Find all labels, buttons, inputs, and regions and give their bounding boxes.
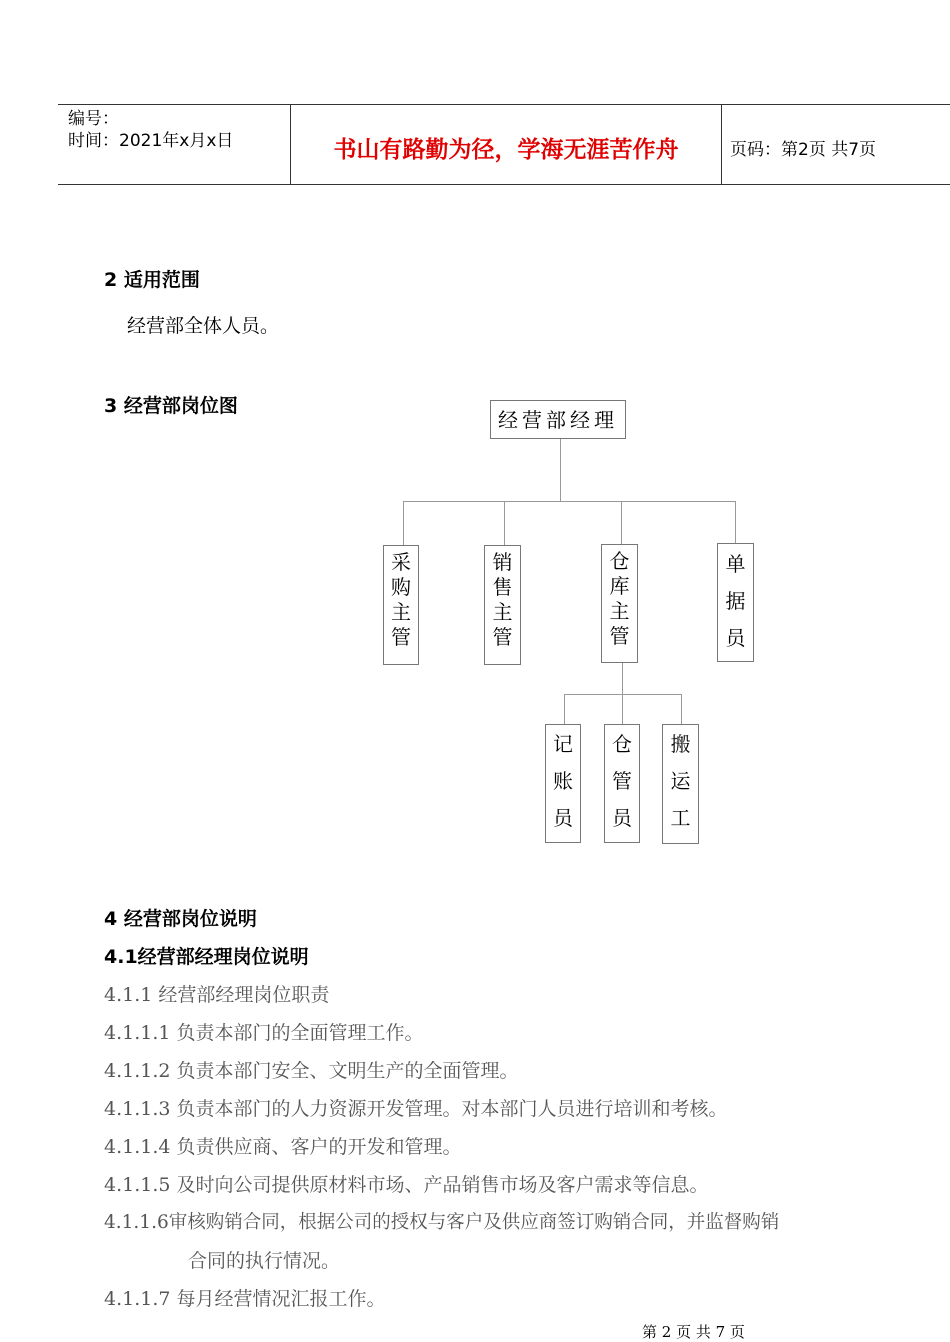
number-label: 编号： <box>68 109 119 129</box>
org-node-purchasing: 采 购 主 管 <box>383 545 419 665</box>
org-node-root: 经营部经理 <box>490 400 626 439</box>
org-node-warehouse: 仓 库 主 管 <box>601 544 638 663</box>
org-node-storekeeper: 仓 管 员 <box>604 724 640 843</box>
org-node-bookkeeper: 记 账 员 <box>545 724 581 843</box>
header-page-label: 页码：第2页 共7页 <box>730 140 877 160</box>
clause-item-continuation: 合同的执行情况。 <box>188 1250 341 1272</box>
clause-heading: 4.1.1 经营部经理岗位职责 <box>104 984 330 1006</box>
connector-line <box>504 501 505 545</box>
connector-line <box>560 439 561 501</box>
section-title: 3 经营部岗位图 <box>104 395 238 417</box>
document-header <box>58 104 950 185</box>
section-title: 4 经营部岗位说明 <box>104 908 257 930</box>
clause-item: 4.1.1.2 负责本部门安全、文明生产的全面管理。 <box>104 1060 519 1082</box>
clause-item: 4.1.1.1 负责本部门的全面管理工作。 <box>104 1022 424 1044</box>
clause-item: 4.1.1.7 每月经营情况汇报工作。 <box>104 1288 386 1310</box>
org-node-sales: 销 售 主 管 <box>484 545 521 665</box>
connector-line <box>681 694 682 724</box>
time-label: 时间：2021年x月x日 <box>68 131 234 151</box>
connector-line <box>403 501 404 545</box>
connector-line <box>564 694 565 724</box>
section-title: 2 适用范围 <box>104 269 200 291</box>
connector-line <box>403 501 735 502</box>
clause-item: 4.1.1.5 及时向公司提供原材料市场、产品销售市场及客户需求等信息。 <box>104 1174 709 1196</box>
clause-item: 4.1.1.4 负责供应商、客户的开发和管理。 <box>104 1136 462 1158</box>
connector-line <box>735 501 736 543</box>
section-body: 经营部全体人员。 <box>127 315 280 337</box>
connector-line <box>621 501 622 544</box>
subsection-title: 4.1经营部经理岗位说明 <box>104 946 309 968</box>
clause-item: 4.1.1.6审核购销合同，根据公司的授权与客户及供应商签订购销合同，并监督购销 <box>104 1212 780 1233</box>
connector-line <box>622 663 623 694</box>
connector-line <box>622 694 623 724</box>
org-node-porter: 搬 运 工 <box>662 724 699 844</box>
header-divider <box>721 105 722 184</box>
header-meta <box>68 108 233 152</box>
clause-item: 4.1.1.3 负责本部门的人力资源开发管理。对本部门人员进行培训和考核。 <box>104 1098 728 1120</box>
org-node-documents: 单 据 员 <box>717 543 754 662</box>
header-motto: 书山有路勤为径，学海无涯苦作舟 <box>333 137 679 163</box>
page-footer: 第 2 页 共 7 页 <box>642 1323 745 1341</box>
